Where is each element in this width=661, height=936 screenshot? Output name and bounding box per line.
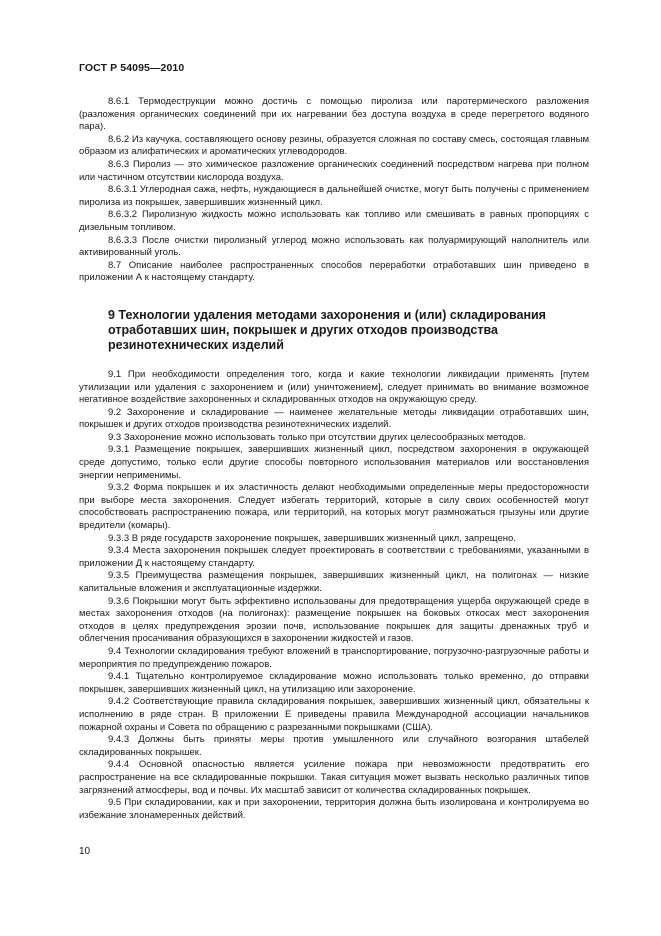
paragraph-8-6-3: 8.6.3 Пиролиз — это химическое разложение органических соединений посредством нагрева при полном или частичном отсутствии кислорода воздуха. [79, 158, 589, 183]
paragraph-9-4-2: 9.4.2 Соответствующие правила складирования покрышек, завершивших жизненный цикл, обязательны к исполнению в ряде стран. В приложении Е приведены правила Международной ассоциации начальников пожарной охраны и Совета по обращению с разрезанными покрышками (США). [79, 696, 589, 733]
paragraph-8-6-3-1: 8.6.3.1 Углеродная сажа, нефть, нуждающиеся в дальнейшей очистке, могут быть получены с применением пиролиза из покрышек, завершивших жизненный цикл. [79, 184, 589, 208]
paragraph-9-4-4: 9.4.4 Основной опасностью является усиление пожара при невозможности предотвратить его распространение на все складированные покрышки. Такая ситуация может вызвать несколько различных типов загрязнений атмосферы, вод и почвы. Их масштаб зависит от количества складированных покрышек. [79, 759, 589, 796]
paragraph-9-1: 9.1 При необходимости определения того, когда и какие технологии ликвидации применять [путем утилизации или удаления с захоронением и (или) уничтожением], следует принимать во внимание возможное негативное воздействие захороненных и складированных отходов на окружающую среду. [79, 368, 589, 406]
paragraph-8-6-2: 8.6.2 Из каучука, составляющего основу резины, образуется сложная по составу смесь, состоящая главным образом из алифатических и ароматических углеводородов. [79, 133, 589, 158]
paragraph-8-7: 8.7 Описание наиболее распространенных способов переработки отработавших шин приведено в приложении А к настоящему стандарту. [79, 259, 589, 284]
section-9-heading: 9 Технологии удаления методами захоронения и (или) складирования отработавших шин, покрышек и других отходов производства резинотехнических изделий [108, 307, 546, 352]
standard-header: ГОСТ Р 54095—2010 [79, 62, 185, 74]
paragraph-9-3-1: 9.3.1 Размещение покрышек, завершивших жизненный цикл, посредством захоронения в окружающей среде допустимо, только если другие способы повторного использования материалов или восстановления энергии неприменимы. [79, 444, 589, 481]
paragraph-9-4-1: 9.4.1 Тщательно контролируемое складирование можно использовать только временно, до отправки покрышек, завершивших жизненный цикл, на утилизацию или захоронение. [79, 671, 589, 695]
paragraph-9-4-3: 9.4.3 Должны быть приняты меры против умышленного или случайного возгорания штабелей складированных покрышек. [79, 734, 589, 758]
paragraph-9-3-3: 9.3.3 В ряде государств захоронение покрышек, завершивших жизненный цикл, запрещено. [108, 532, 516, 544]
paragraph-9-3-5: 9.3.5 Преимущества размещения покрышек, завершивших жизненный цикл, на полигонах — низкие капитальные вложения и эксплуатационные издержки. [79, 570, 589, 594]
paragraph-8-6-1: 8.6.1 Термодеструкции можно достичь с помощью пиролиза или паротермического разложения (разложения органических соединений при их нагревании без доступа воздуха в среде перегретого водяного пара). [79, 96, 589, 133]
page-number: 10 [79, 846, 91, 857]
body-text [79, 96, 589, 822]
paragraph-8-6-3-3: 8.6.3.3 После очистки пиролизный углерод можно использовать как полуармирующий наполнитель или активированный уголь. [79, 234, 589, 259]
paragraph-9-3: 9.3 Захоронение можно использовать только при отсутствии других целесообразных методов. [108, 431, 526, 443]
paragraph-9-2: 9.2 Захоронение и складирование — наименее желательные методы ликвидации отработавших шин, покрышек и других отходов производства резинотехнических изделий. [79, 406, 589, 431]
paragraph-8-6-3-2: 8.6.3.2 Пиролизную жидкость можно использовать как топливо или смешивать в равных пропорциях с дизельным топливом. [79, 209, 589, 233]
paragraph-9-4: 9.4 Технологии складирования требуют вложений в транспортирование, погрузочно-разгрузочные работы и мероприятия по предупреждению пожаров. [79, 645, 589, 670]
paragraph-9-5: 9.5 При складировании, как и при захоронении, территория должна быть изолирована и контролируема во избежание злонамеренных действий. [79, 797, 589, 821]
paragraph-9-3-4: 9.3.4 Места захоронения покрышек следует проектировать в соответствии с требованиями, указанными в приложении Д к настоящему стандарту. [79, 545, 589, 569]
paragraph-9-3-2: 9.3.2 Форма покрышек и их эластичность делают необходимыми определенные меры предосторожности при выборе места захоронения. Следует избегать территорий, которые в силу своих особенностей могут способствовать распространению пожара, или территорий, на которых могут размножаться грызуны или другие вредители (комары). [79, 482, 589, 532]
paragraph-9-3-6: 9.3.6 Покрышки могут быть эффективно использованы для предотвращения ущерба окружающей среде в местах захоронения отходов (на полигонах): размещение покрышек на боковых откосах мест захоронения отходов в целях предупреждения эрозии почв, использование покрышек для защиты дренажных труб и облегчения просачивания образующихся в захоронении жидкостей и газов. [79, 595, 589, 645]
